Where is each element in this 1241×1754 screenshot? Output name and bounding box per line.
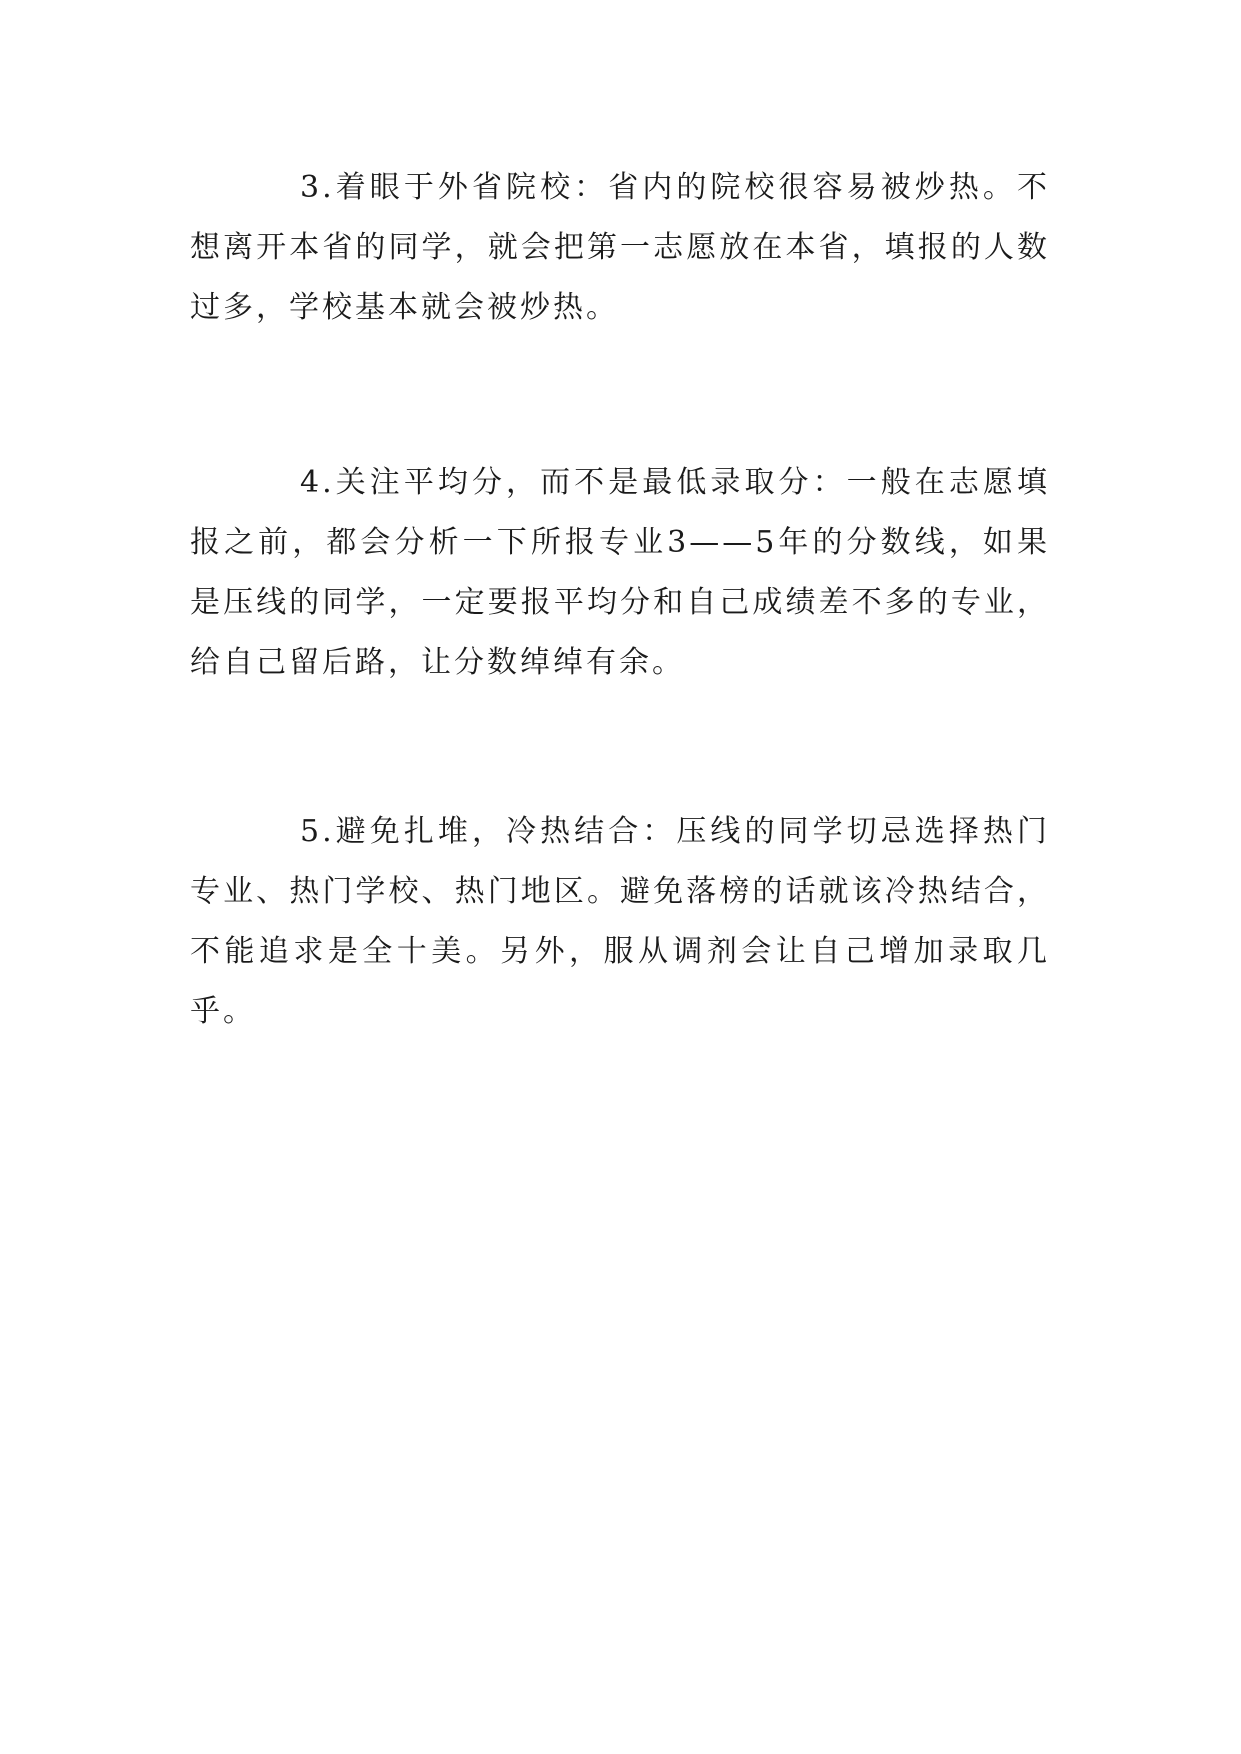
paragraph-3-out-of-province: 3.着眼于外省院校：省内的院校很容易被炒热。不想离开本省的同学，就会把第一志愿放在本省，填报的人数过多，学校基本就会被炒热。 bbox=[190, 170, 1050, 325]
paragraph-4-average-score: 4.关注平均分，而不是最低录取分：一般在志愿填报之前，都会分析一下所报专业3——5年的分数线，如果是压线的同学，一定要报平均分和自己成绩差不多的专业，给自己留后路，让分数绰绰有余。 bbox=[190, 465, 1050, 680]
paragraph-5-avoid-crowding: 5.避免扎堆，冷热结合：压线的同学切忌选择热门专业、热门学校、热门地区。避免落榜的话就该冷热结合，不能追求是全十美。另外，服从调剂会让自己增加录取几乎。 bbox=[190, 814, 1050, 1029]
